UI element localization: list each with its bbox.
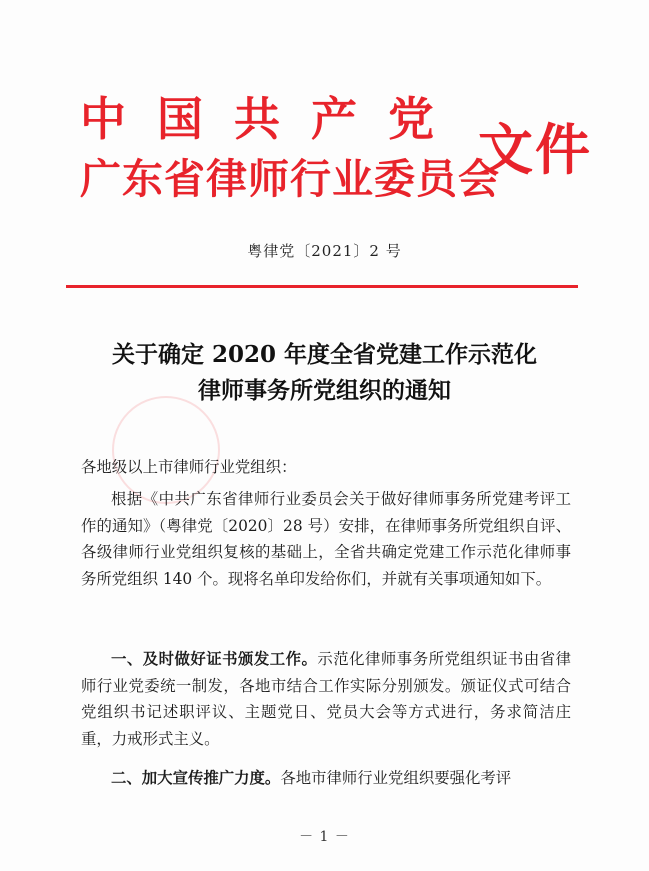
section-1-body: 示范化律师事务所党组织证书由省律师行业党委统一制发，各地市结合工作实际分别颁发。颁证仪式可结合党组织书记述职评议、主题党日、党员大会等方式进行，务求简洁庄重，力戒形式主义。 xyxy=(81,650,571,749)
section-2-body: 各地市律师行业党组织要强化考评 xyxy=(280,769,512,787)
document-title-line1: 关于确定 2020 年度全省党建工作示范化 xyxy=(111,341,538,368)
paragraph-section-2 xyxy=(81,765,571,792)
red-divider xyxy=(66,285,578,288)
page-number: － 1 － xyxy=(299,829,350,845)
section-2-heading: 二、加大宣传推广力度。 xyxy=(111,769,281,787)
salutation: 各地级以上市律师行业党组织： xyxy=(81,458,297,476)
issuer-line-committee: 广东省律师行业委员会 xyxy=(80,155,500,203)
document-number: 粤律党〔2021〕2 号 xyxy=(247,242,402,260)
issuer-line-party: 中国共产党 xyxy=(80,92,465,146)
paragraph-intro: 根据《中共广东省律师行业委员会关于做好律师事务所党建考评工作的通知》（粤律党〔2020〕28 号）安排，在律师事务所党组织自评、各级律师行业党组织复核的基础上，全省共确定党建工作示范化律师事务所党组织 140 个。现将名单印发给你们，并就有关事项通知如下。 xyxy=(81,490,571,589)
paragraph-section-1 xyxy=(81,646,571,753)
document-type-label: 文件 xyxy=(478,117,593,182)
document-title-line2: 律师事务所党组织的通知 xyxy=(198,377,451,404)
section-1-heading: 一、及时做好证书颁发工作。 xyxy=(111,650,318,668)
